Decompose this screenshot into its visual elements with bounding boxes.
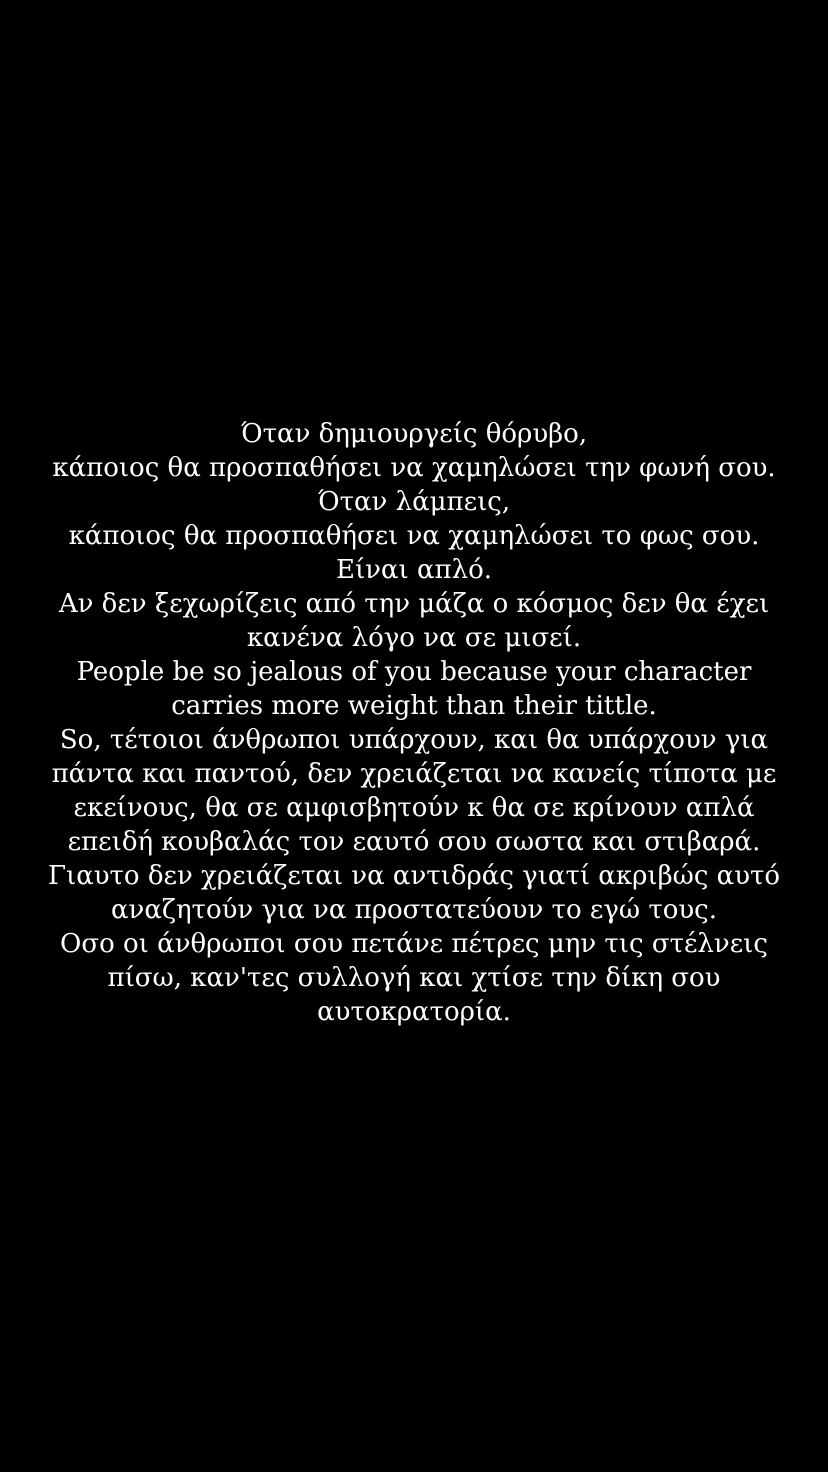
- story-line: επειδή κουβαλάς τον εαυτό σου σωστα και στιβαρά.: [67, 827, 761, 857]
- story-line: Είναι απλό.: [335, 555, 493, 585]
- story-line: πάντα και παντού, δεν χρειάζεται να κανείς τίποτα με: [51, 759, 777, 789]
- story-line: κανένα λόγο να σε μισεί.: [246, 623, 582, 653]
- story-line: Γιαυτο δεν χρειάζεται να αντιδράς γιατί ακριβώς αυτό: [47, 861, 781, 891]
- story-line: So, τέτοιοι άνθρωποι υπάρχουν, και θα υπάρχουν για: [59, 725, 769, 755]
- story-line: People be so jealous of you because your character: [76, 657, 752, 687]
- story-line: κάποιος θα προσπαθήσει να χαμηλώσει το φως σου.: [68, 521, 760, 551]
- story-line: πίσω, καν'τες συλλογή και χτίσε την δίκη σου: [107, 963, 721, 993]
- story-line: εκείνους, θα σε αμφισβητούν κ θα σε κρίνουν απλά: [73, 793, 755, 823]
- story-line: Όταν δημιουργείς θόρυβο,: [240, 419, 588, 449]
- story-line: Οσο οι άνθρωποι σου πετάνε πέτρες μην τις στέλνεις: [60, 929, 768, 959]
- story-text-block: [0, 417, 828, 1029]
- story-line: αυτοκρατορία.: [317, 997, 511, 1027]
- story-line: αναζητούν για να προστατεύουν το εγώ τους.: [110, 895, 718, 925]
- story-line: Όταν λάμπεις,: [317, 487, 511, 517]
- story-line: carries more weight than their tittle.: [171, 691, 657, 721]
- story-line: κάποιος θα προσπαθήσει να χαμηλώσει την φωνή σου.: [52, 453, 776, 483]
- story-line: Αν δεν ξεχωρίζεις από την μάζα ο κόσμος δεν θα έχει: [58, 589, 770, 619]
